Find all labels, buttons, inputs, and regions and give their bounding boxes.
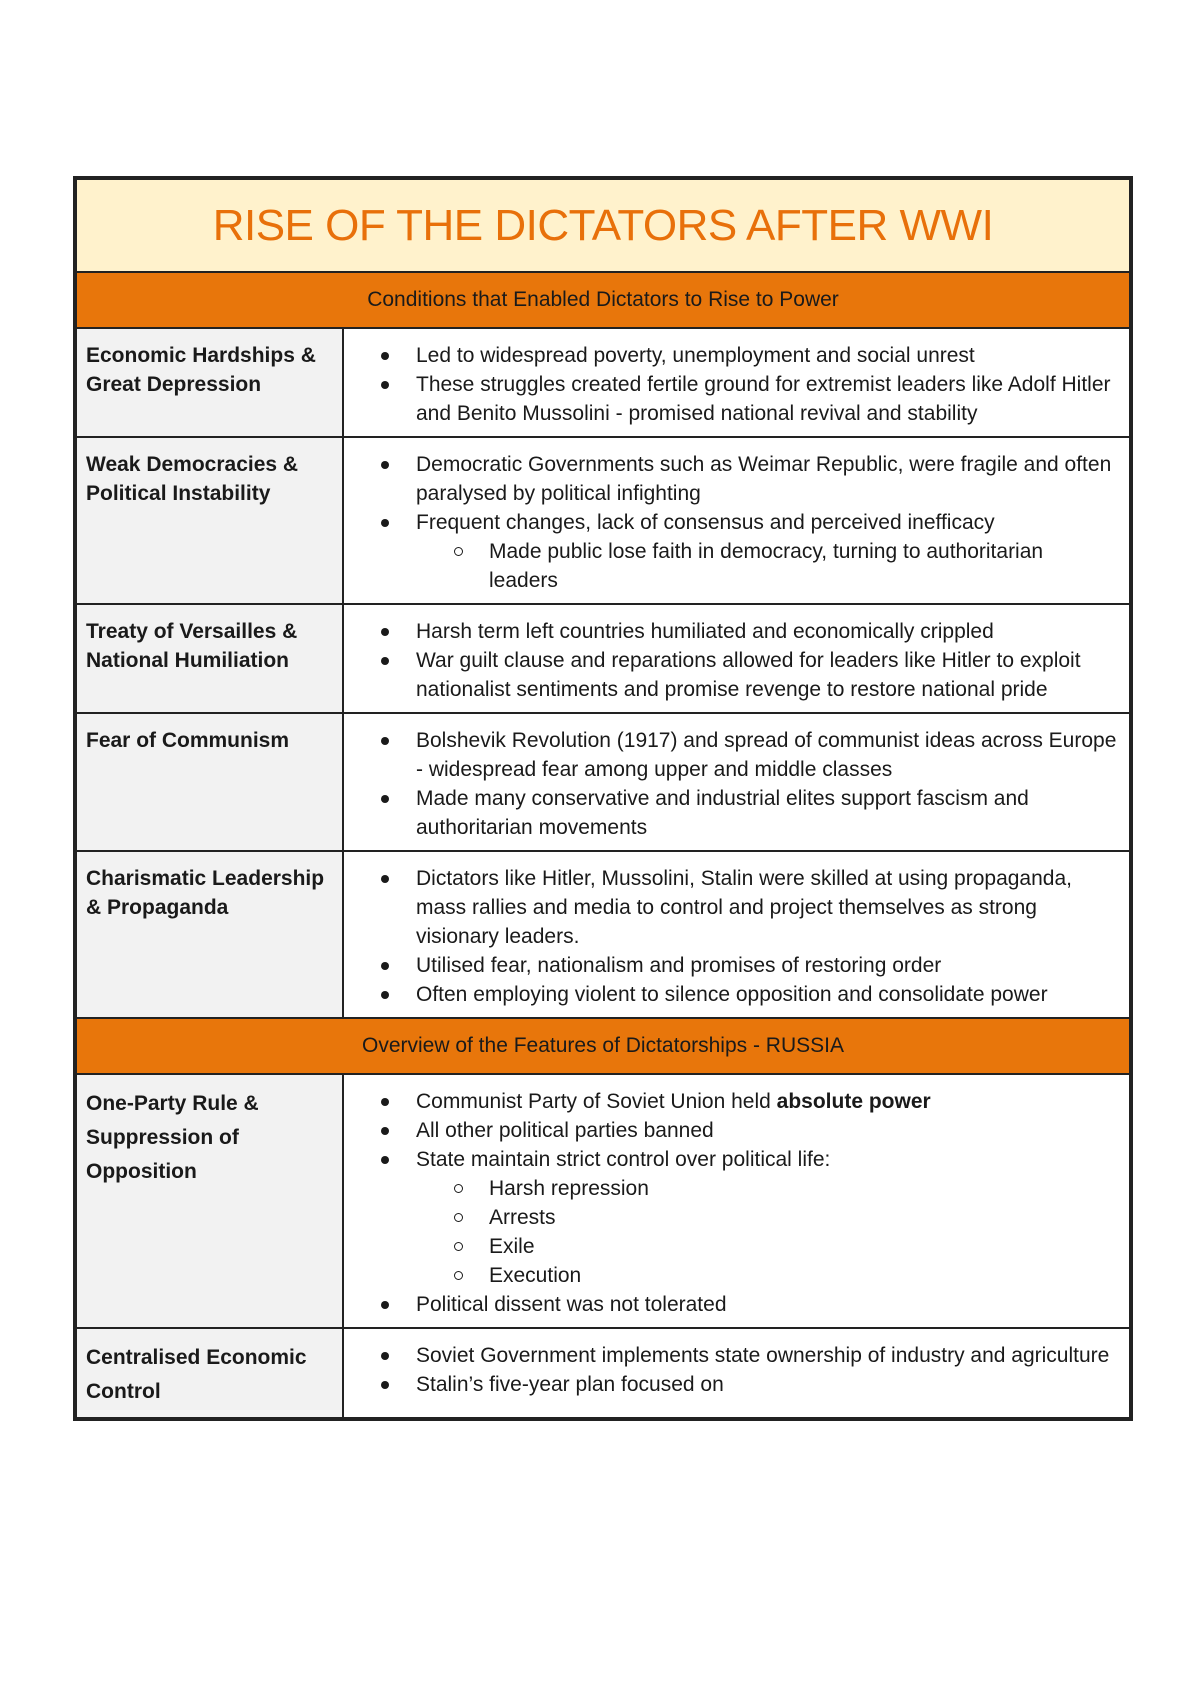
summary-table [75, 178, 1131, 1419]
bullet-item [378, 1116, 1117, 1145]
table-row [76, 328, 1130, 437]
sub-bullet-item: Execution [416, 1261, 1117, 1290]
bullet-text: Bolshevik Revolution (1917) and spread of communist ideas across Europe - widespread fear among upper and middle classes [416, 729, 1117, 781]
table-row [76, 604, 1130, 713]
row-content [343, 437, 1130, 604]
row-content [343, 713, 1130, 851]
section-heading: Overview of the Features of Dictatorships - RUSSIA [76, 1018, 1130, 1074]
row-label: Weak Democracies & Political Instability [76, 437, 343, 604]
sub-bullet-item: Arrests [416, 1203, 1117, 1232]
bullet-text: Dictators like Hitler, Mussolini, Stalin were skilled at using propaganda, mass rallies and media to control and project themselves as strong visionary leaders. [416, 867, 1072, 948]
bullet-item [378, 864, 1117, 951]
sub-bullet-list [416, 1174, 1117, 1290]
row-content [343, 604, 1130, 713]
sub-bullet-list [416, 537, 1117, 595]
table-row [76, 851, 1130, 1018]
section-header-row [76, 1018, 1130, 1074]
bullet-item [378, 980, 1117, 1009]
row-label: One-Party Rule & Suppression of Opposition [76, 1074, 343, 1328]
row-label: Fear of Communism [76, 713, 343, 851]
bullet-text: Harsh term left countries humiliated and economically crippled [416, 620, 994, 643]
bullet-text: Frequent changes, lack of consensus and perceived inefficacy [416, 511, 995, 534]
table-row [76, 1074, 1130, 1328]
sub-bullet-item: Exile [416, 1232, 1117, 1261]
bullet-text: These struggles created fertile ground for extremist leaders like Adolf Hitler and Benito Mussolini - promised national revival and stability [416, 373, 1111, 425]
row-content [343, 1328, 1130, 1418]
bullet-text: State maintain strict control over political life: [416, 1148, 831, 1171]
bullet-item [378, 450, 1117, 508]
bullet-item [378, 784, 1117, 842]
bullet-text: Often employing violent to silence opposition and consolidate power [416, 983, 1048, 1006]
bullet-list [378, 617, 1117, 704]
table-row [76, 437, 1130, 604]
bullet-list [378, 726, 1117, 842]
title-cell [76, 179, 1130, 272]
sub-bullet-item: Harsh repression [416, 1174, 1117, 1203]
bullet-text: All other political parties banned [416, 1119, 714, 1142]
bullet-item [378, 951, 1117, 980]
bullet-text: Stalin’s five-year plan focused on [416, 1373, 724, 1396]
row-content [343, 851, 1130, 1018]
row-label: Economic Hardships & Great Depression [76, 328, 343, 437]
bullet-text: Communist Party of Soviet Union held [416, 1090, 777, 1113]
section-header-row [76, 272, 1130, 328]
page-title: RISE OF THE DICTATORS AFTER WWI [212, 200, 994, 250]
bullet-item [378, 1290, 1117, 1319]
bullet-list [378, 341, 1117, 428]
row-label: Treaty of Versailles & National Humiliation [76, 604, 343, 713]
bullet-item [378, 1145, 1117, 1290]
bullet-item [378, 1087, 1117, 1116]
bullet-text: Democratic Governments such as Weimar Republic, were fragile and often paralysed by political infighting [416, 453, 1112, 505]
sub-bullet-item: Made public lose faith in democracy, turning to authoritarian leaders [416, 537, 1117, 595]
bullet-item [378, 341, 1117, 370]
bullet-item [378, 646, 1117, 704]
bullet-item [378, 617, 1117, 646]
row-label: Charismatic Leadership & Propaganda [76, 851, 343, 1018]
bullet-text: Made many conservative and industrial elites support fascism and authoritarian movements [416, 787, 1029, 839]
row-label: Centralised Economic Control [76, 1328, 343, 1418]
bullet-item [378, 1341, 1117, 1370]
table-row [76, 1328, 1130, 1418]
bullet-item [378, 726, 1117, 784]
bullet-text: Utilised fear, nationalism and promises of restoring order [416, 954, 942, 977]
bullet-list [378, 450, 1117, 595]
bullet-list [378, 1087, 1117, 1319]
title-row [76, 179, 1130, 272]
bullet-emphasis: absolute power [776, 1090, 931, 1113]
bullet-text: War guilt clause and reparations allowed for leaders like Hitler to exploit nationalist sentiments and promise revenge to restore national pride [416, 649, 1081, 701]
bullet-text: Political dissent was not tolerated [416, 1293, 727, 1316]
bullet-text: Soviet Government implements state ownership of industry and agriculture [416, 1344, 1110, 1367]
document-sheet [73, 176, 1133, 1421]
bullet-text: Led to widespread poverty, unemployment and social unrest [416, 344, 975, 367]
bullet-item [378, 1370, 1117, 1399]
bullet-list [378, 864, 1117, 1009]
bullet-item [378, 370, 1117, 428]
table-row [76, 713, 1130, 851]
row-content [343, 1074, 1130, 1328]
section-heading: Conditions that Enabled Dictators to Rise to Power [76, 272, 1130, 328]
bullet-item [378, 508, 1117, 595]
row-content [343, 328, 1130, 437]
bullet-list [378, 1341, 1117, 1399]
